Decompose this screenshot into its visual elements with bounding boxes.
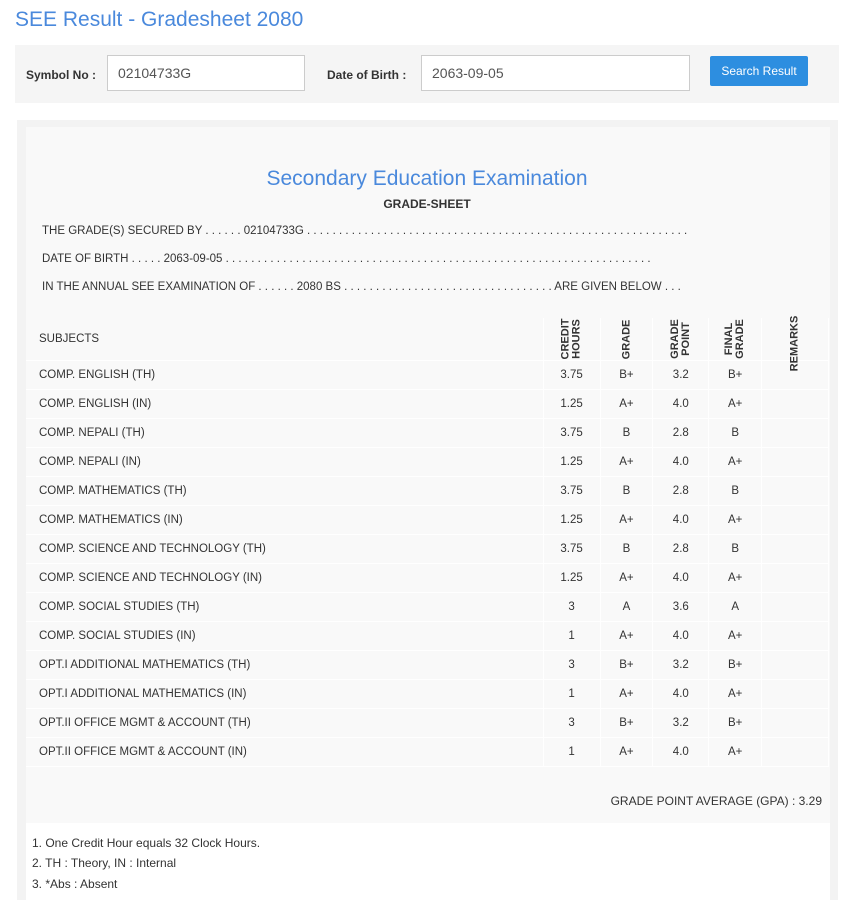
- credit-hours-cell: 3.75: [543, 477, 600, 506]
- remarks-cell: [762, 564, 829, 593]
- credit-hours-cell: 3.75: [543, 419, 600, 448]
- grade-cell: B: [600, 477, 653, 506]
- grade-point-cell: 2.8: [653, 535, 709, 564]
- table-row: [26, 564, 829, 593]
- table-row: [26, 651, 829, 680]
- subject-cell: OPT.I ADDITIONAL MATHEMATICS (TH): [26, 651, 543, 680]
- grade-point-cell: 4.0: [653, 680, 709, 709]
- grade-point-cell: 3.2: [653, 709, 709, 738]
- grade-point-cell: 3.6: [653, 593, 709, 622]
- subjects-header: SUBJECTS: [26, 318, 543, 361]
- notes-section: [26, 823, 830, 900]
- grade-cell: A+: [600, 448, 653, 477]
- table-row: [26, 709, 829, 738]
- grade-cell: B: [600, 419, 653, 448]
- remarks-cell: [762, 593, 829, 622]
- table-row: [26, 390, 829, 419]
- grade-cell: B+: [600, 361, 653, 390]
- grade-point-cell: 4.0: [653, 448, 709, 477]
- remarks-cell: [762, 535, 829, 564]
- subject-cell: COMP. SOCIAL STUDIES (TH): [26, 593, 543, 622]
- table-row: [26, 680, 829, 709]
- subject-cell: COMP. NEPALI (TH): [26, 419, 543, 448]
- grade-point-cell: 3.2: [653, 361, 709, 390]
- search-form: [15, 45, 839, 103]
- final-grade-cell: A+: [709, 448, 762, 477]
- remarks-cell: [762, 738, 829, 767]
- final-grade-header: FINAL GRADE: [709, 318, 762, 361]
- grade-cell: A: [600, 593, 653, 622]
- final-grade-cell: B+: [709, 651, 762, 680]
- subject-cell: COMP. SCIENCE AND TECHNOLOGY (IN): [26, 564, 543, 593]
- table-row: [26, 738, 829, 767]
- table-header-row: [26, 318, 829, 361]
- date-of-birth-line: DATE OF BIRTH . . . . . 2063-09-05 . . . . . . . . . . . . . . . . . . . . . . . . . . . . . . . . . . . . . . . . . . . . . . . . . . . . . . . . . . . . . . . . . . .: [42, 253, 651, 265]
- grade-cell: A+: [600, 738, 653, 767]
- grade-point-cell: 4.0: [653, 622, 709, 651]
- subject-cell: COMP. SCIENCE AND TECHNOLOGY (TH): [26, 535, 543, 564]
- note-item: 1. One Credit Hour equals 32 Clock Hours.: [32, 836, 261, 850]
- final-grade-cell: A: [709, 593, 762, 622]
- grade-cell: B: [600, 535, 653, 564]
- subject-cell: OPT.II OFFICE MGMT & ACCOUNT (IN): [26, 738, 543, 767]
- final-grade-cell: A+: [709, 622, 762, 651]
- gradesheet-heading: GRADE-SHEET: [383, 197, 471, 211]
- grade-cell: A+: [600, 622, 653, 651]
- subject-cell: OPT.II OFFICE MGMT & ACCOUNT (TH): [26, 709, 543, 738]
- symbol-no-label: Symbol No :: [26, 68, 97, 82]
- remarks-cell: [762, 477, 829, 506]
- final-grade-cell: A+: [709, 390, 762, 419]
- grade-cell: A+: [600, 390, 653, 419]
- subject-cell: OPT.I ADDITIONAL MATHEMATICS (IN): [26, 680, 543, 709]
- table-row: [26, 419, 829, 448]
- note-item: 3. *Abs : Absent: [32, 877, 118, 891]
- credit-hours-cell: 3: [543, 593, 600, 622]
- grade-point-cell: 4.0: [653, 564, 709, 593]
- grade-point-cell: 4.0: [653, 390, 709, 419]
- final-grade-cell: B+: [709, 361, 762, 390]
- table-row: [26, 361, 829, 390]
- dob-label: Date of Birth :: [327, 68, 407, 82]
- final-grade-cell: A+: [709, 738, 762, 767]
- credit-hours-cell: 1.25: [543, 506, 600, 535]
- table-row: [26, 593, 829, 622]
- final-grade-cell: B: [709, 419, 762, 448]
- grade-cell: A+: [600, 564, 653, 593]
- final-grade-cell: A+: [709, 506, 762, 535]
- final-grade-cell: B: [709, 535, 762, 564]
- subject-cell: COMP. ENGLISH (TH): [26, 361, 543, 390]
- remarks-cell: [762, 680, 829, 709]
- gpa-summary: GRADE POINT AVERAGE (GPA) : 3.29: [610, 794, 822, 808]
- note-item: 2. TH : Theory, IN : Internal: [32, 856, 177, 870]
- remarks-cell: [762, 448, 829, 477]
- gradesheet: [26, 127, 830, 900]
- table-row: [26, 477, 829, 506]
- grade-cell: A+: [600, 680, 653, 709]
- grade-header: GRADE: [600, 318, 653, 361]
- grade-point-header: GRADE POINT: [653, 318, 709, 361]
- exam-title: Secondary Education Examination: [266, 167, 588, 190]
- search-result-button[interactable]: Search Result: [710, 56, 808, 86]
- credit-hours-cell: 3: [543, 651, 600, 680]
- subject-cell: COMP. ENGLISH (IN): [26, 390, 543, 419]
- credit-hours-cell: 1: [543, 680, 600, 709]
- grade-point-cell: 4.0: [653, 506, 709, 535]
- credit-hours-cell: 1.25: [543, 448, 600, 477]
- subject-cell: COMP. MATHEMATICS (IN): [26, 506, 543, 535]
- grade-cell: A+: [600, 506, 653, 535]
- credit-hours-cell: 1.25: [543, 564, 600, 593]
- credit-hours-header: CREDIT HOURS: [543, 318, 600, 361]
- grades-table: [26, 315, 829, 767]
- credit-hours-cell: 3.75: [543, 535, 600, 564]
- final-grade-cell: B+: [709, 709, 762, 738]
- credit-hours-cell: 1.25: [543, 390, 600, 419]
- table-row: [26, 506, 829, 535]
- remarks-cell: [762, 622, 829, 651]
- grade-point-cell: 2.8: [653, 477, 709, 506]
- grades-secured-line: THE GRADE(S) SECURED BY . . . . . . 02104733G . . . . . . . . . . . . . . . . . . . . . . . . . . . . . . . . . . . . . . . . . . . . . . . . . . . . . . . . . . . .: [42, 225, 688, 237]
- grade-point-cell: 3.2: [653, 651, 709, 680]
- exam-line: IN THE ANNUAL SEE EXAMINATION OF . . . . . . 2080 BS . . . . . . . . . . . . . . . . . . . . . . . . . . . . . . . . . ARE GIVEN BELOW . . .: [42, 281, 681, 293]
- grade-cell: B+: [600, 709, 653, 738]
- symbol-no-input[interactable]: [107, 55, 305, 91]
- page-title: SEE Result - Gradesheet 2080: [15, 8, 304, 31]
- final-grade-cell: B: [709, 477, 762, 506]
- final-grade-cell: A+: [709, 564, 762, 593]
- remarks-cell: [762, 709, 829, 738]
- table-row: [26, 535, 829, 564]
- remarks-cell: [762, 651, 829, 680]
- grade-point-cell: 2.8: [653, 419, 709, 448]
- subject-cell: COMP. SOCIAL STUDIES (IN): [26, 622, 543, 651]
- remarks-cell: [762, 390, 829, 419]
- table-row: [26, 622, 829, 651]
- credit-hours-cell: 1: [543, 622, 600, 651]
- credit-hours-cell: 3: [543, 709, 600, 738]
- final-grade-cell: A+: [709, 680, 762, 709]
- remarks-cell: [762, 506, 829, 535]
- credit-hours-cell: 3.75: [543, 361, 600, 390]
- subject-cell: COMP. MATHEMATICS (TH): [26, 477, 543, 506]
- remarks-cell: [762, 419, 829, 448]
- dob-input[interactable]: [421, 55, 690, 91]
- grade-cell: B+: [600, 651, 653, 680]
- grade-point-cell: 4.0: [653, 738, 709, 767]
- credit-hours-cell: 1: [543, 738, 600, 767]
- remarks-header: REMARKS: [762, 318, 829, 361]
- table-row: [26, 448, 829, 477]
- subject-cell: COMP. NEPALI (IN): [26, 448, 543, 477]
- gradesheet-container: [17, 120, 838, 900]
